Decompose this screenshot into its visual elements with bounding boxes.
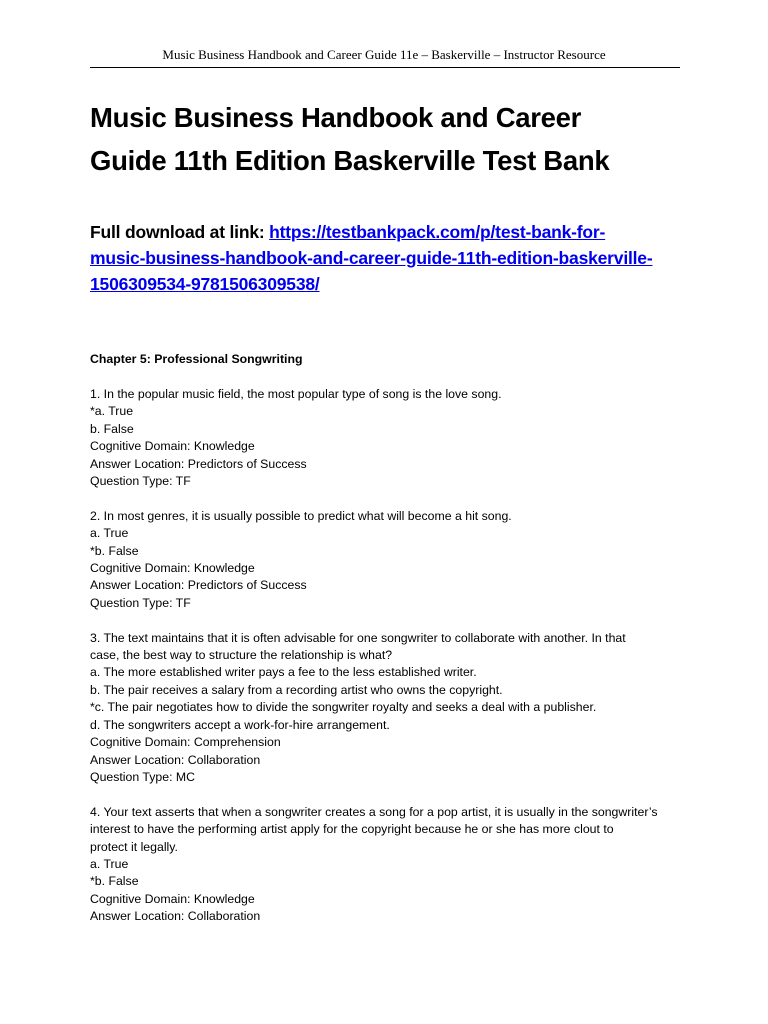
question-stem-line-2: interest to have the performing artist apply for the copyright because he or she has more clout to	[90, 822, 614, 837]
answer-location: Answer Location: Collaboration	[90, 909, 261, 924]
question-type: Question Type: TF	[90, 474, 191, 489]
question-stem-line-2: case, the best way to structure the relationship is what?	[90, 648, 393, 663]
cognitive-domain: Cognitive Domain: Knowledge	[90, 561, 255, 576]
question-stem: 2. In most genres, it is usually possible to predict what will become a hit song.	[90, 508, 512, 523]
title-line-2: Guide 11th Edition Baskerville Test Bank	[90, 145, 610, 176]
answer-location: Answer Location: Predictors of Success	[90, 456, 307, 471]
question-1	[90, 386, 690, 490]
document-title	[90, 96, 690, 182]
answer-option: a. The more established writer pays a fee to the less established writer.	[90, 665, 477, 680]
question-type: Question Type: TF	[90, 595, 191, 610]
download-link-line-2[interactable]: music-business-handbook-and-career-guide-11th-edition-baskerville-	[90, 248, 653, 268]
answer-option: *c. The pair negotiates how to divide the songwriter royalty and seeks a deal with a publisher.	[90, 700, 597, 715]
title-line-1: Music Business Handbook and Career	[90, 102, 582, 133]
question-list	[90, 386, 690, 943]
answer-option: *b. False	[90, 543, 139, 558]
question-4	[90, 804, 690, 926]
question-2	[90, 508, 690, 612]
question-stem-line-1: 3. The text maintains that it is often advisable for one songwriter to collaborate with another. In that	[90, 630, 626, 645]
download-section	[90, 219, 690, 297]
download-label: Full download at link:	[90, 222, 265, 242]
running-header: Music Business Handbook and Career Guide 11e – Baskerville – Instructor Resource	[162, 47, 606, 62]
answer-option: d. The songwriters accept a work-for-hire arrangement.	[90, 717, 390, 732]
cognitive-domain: Cognitive Domain: Knowledge	[90, 439, 255, 454]
cognitive-domain: Cognitive Domain: Knowledge	[90, 891, 255, 906]
question-stem-line-1: 4. Your text asserts that when a songwriter creates a song for a pop artist, it is usually in the songwriter’s	[90, 804, 658, 819]
answer-location: Answer Location: Collaboration	[90, 752, 261, 767]
question-3	[90, 630, 690, 787]
question-type: Question Type: MC	[90, 769, 196, 784]
header-divider	[90, 67, 680, 68]
answer-option: a. True	[90, 856, 129, 871]
question-stem: 1. In the popular music field, the most popular type of song is the love song.	[90, 387, 502, 401]
answer-option: a. True	[90, 526, 129, 541]
download-link-line-3[interactable]: 1506309534-9781506309538/	[90, 274, 320, 294]
answer-option: b. False	[90, 421, 134, 436]
answer-option: b. The pair receives a salary from a recording artist who owns the copyright.	[90, 682, 503, 697]
chapter-heading: Chapter 5: Professional Songwriting	[90, 352, 303, 366]
answer-location: Answer Location: Predictors of Success	[90, 578, 307, 593]
answer-option: *b. False	[90, 874, 139, 889]
download-link-line-1[interactable]: https://testbankpack.com/p/test-bank-for-	[269, 222, 606, 242]
question-stem-line-3: protect it legally.	[90, 839, 178, 854]
answer-option: *a. True	[90, 404, 134, 419]
cognitive-domain: Cognitive Domain: Comprehension	[90, 735, 281, 750]
